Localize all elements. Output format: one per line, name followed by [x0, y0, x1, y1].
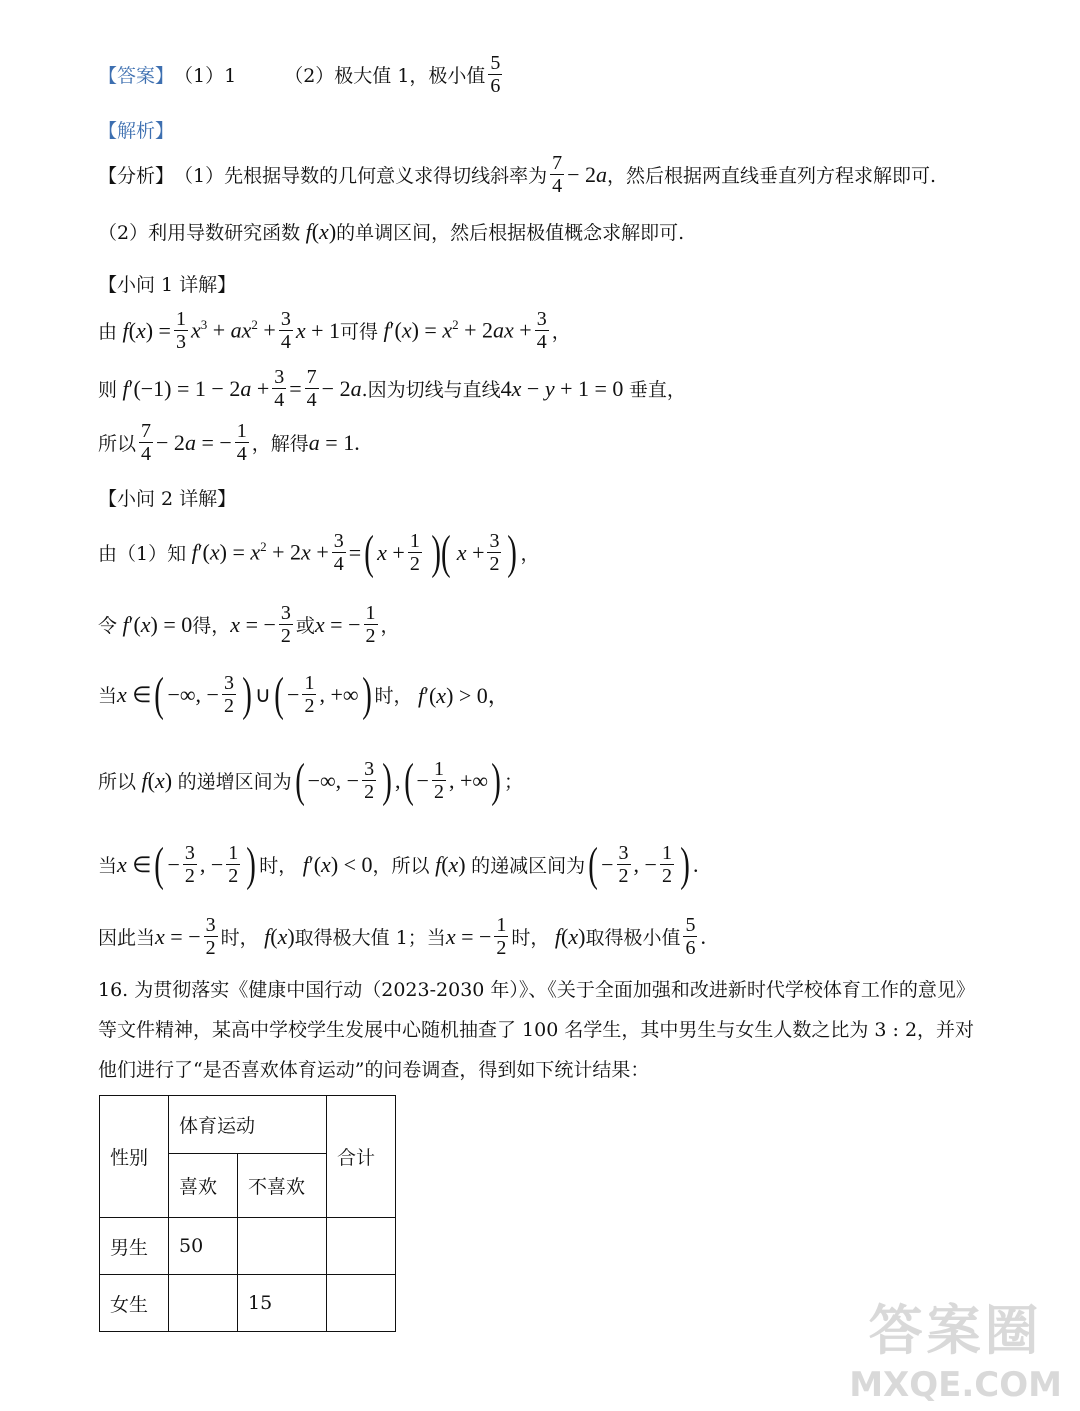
q1-line-2: 则 f′(−1) = 1 − 2a + $\frac{3}{4}$ = $\frac{7}{4}$ − 2a .因为切线与直线 4x − y + 1 = 0 垂直，: [98, 366, 686, 411]
header-sport: 体育运动: [169, 1096, 327, 1154]
q2-line-4: 所以 f(x) 的递增区间为 ( −∞, − $\frac{3}{2}$ ) , ( − $\frac{1}{2}$ , +∞ ) ；: [98, 753, 524, 807]
q1-heading: 【小问 1 详解】: [98, 274, 237, 296]
analysis-heading: 【解析】: [98, 120, 175, 142]
table-row: 女生 15: [100, 1275, 396, 1332]
statistics-table: [99, 1095, 396, 1332]
q1-line-1: 由 f(x) = $\frac{1}{3}$ $x^3 + ax^2$ + $\frac{3}{4}$ x + 1 可得 $f'(x) = x^2 + 2ax$ + $\frac{3}{4}$ ，: [98, 308, 571, 353]
answer-part2: （2）极大值 1，极小值: [284, 65, 486, 87]
header-gender: 性别: [100, 1096, 169, 1218]
answer-tag: 【答案】: [98, 65, 175, 87]
problem-16-text: 16. 为贯彻落实《健康中国行动（2023-2030 年）》、《关于全面加强和改进新时代学校体育工作的意见》等文件精神，某高中学校学生发展中心随机抽查了 100 名学生，其中男生与女生人数之比为 3 : 2，并对他们进行了“是否喜欢体育运动”的问卷调查，得到如下统计结果：: [98, 979, 975, 1081]
q2-heading: 【小问 2 详解】: [98, 488, 237, 510]
q1-line-3: 所以 $\frac{7}{4}$ − 2a = − $\frac{1}{4}$ ，解得 a = 1.: [98, 420, 360, 465]
header-like: 喜欢: [169, 1154, 238, 1218]
header-total: 合计: [327, 1096, 396, 1218]
q2-line-5: 当 x ∈ ( − $\frac{3}{2}$ , − $\frac{1}{2}$ ) 时， f′(x) < 0 ，所以 f(x) 的递减区间为 ( − $\frac{3}{2}$ , − $\frac{1}{2}$ ) .: [98, 837, 699, 891]
answer-part1: （1）1: [174, 65, 237, 87]
fenxi-line-1: 【分析】 （1）先根据导数的几何意义求得切线斜率为 $\frac{7}{4}$ − 2a ，然后根据两直线垂直列方程求解即可.: [98, 152, 937, 197]
q2-line-2: 令 f′(x) = 0 得， x = − $\frac{3}{2}$ 或 x = − $\frac{1}{2}$ ，: [98, 602, 400, 647]
header-dislike: 不喜欢: [238, 1154, 327, 1218]
fenxi-line-2: （2）利用导数研究函数 f(x) 的单调区间，然后根据极值概念求解即可.: [98, 218, 685, 244]
watermark: 答案圈 MXQE.COM: [849, 1299, 1062, 1405]
q2-line-3: 当 x ∈ ( −∞, − $\frac{3}{2}$ ) ∪ ( − $\frac{1}{2}$ , +∞ ) 时， f′(x) > 0，: [98, 667, 510, 721]
answer-line: [98, 52, 505, 97]
fraction: $\frac{5}{6}$: [490, 52, 501, 97]
table-row: 男生 50: [100, 1218, 396, 1275]
q2-line-6: 因此当 x = − $\frac{3}{2}$ 时， f(x) 取得极大值 1；当 x = − $\frac{1}{2}$ 时， f(x) 取得极小值 $\frac{5}{6}$ .: [98, 914, 706, 959]
q2-line-1: 由（1）知 $f'(x) = x^2 + 2x$ + $\frac{3}{4}$ = ( x + $\frac{1}{2}$ )( x + $\frac{3}{2}$ ) ，: [98, 525, 540, 579]
